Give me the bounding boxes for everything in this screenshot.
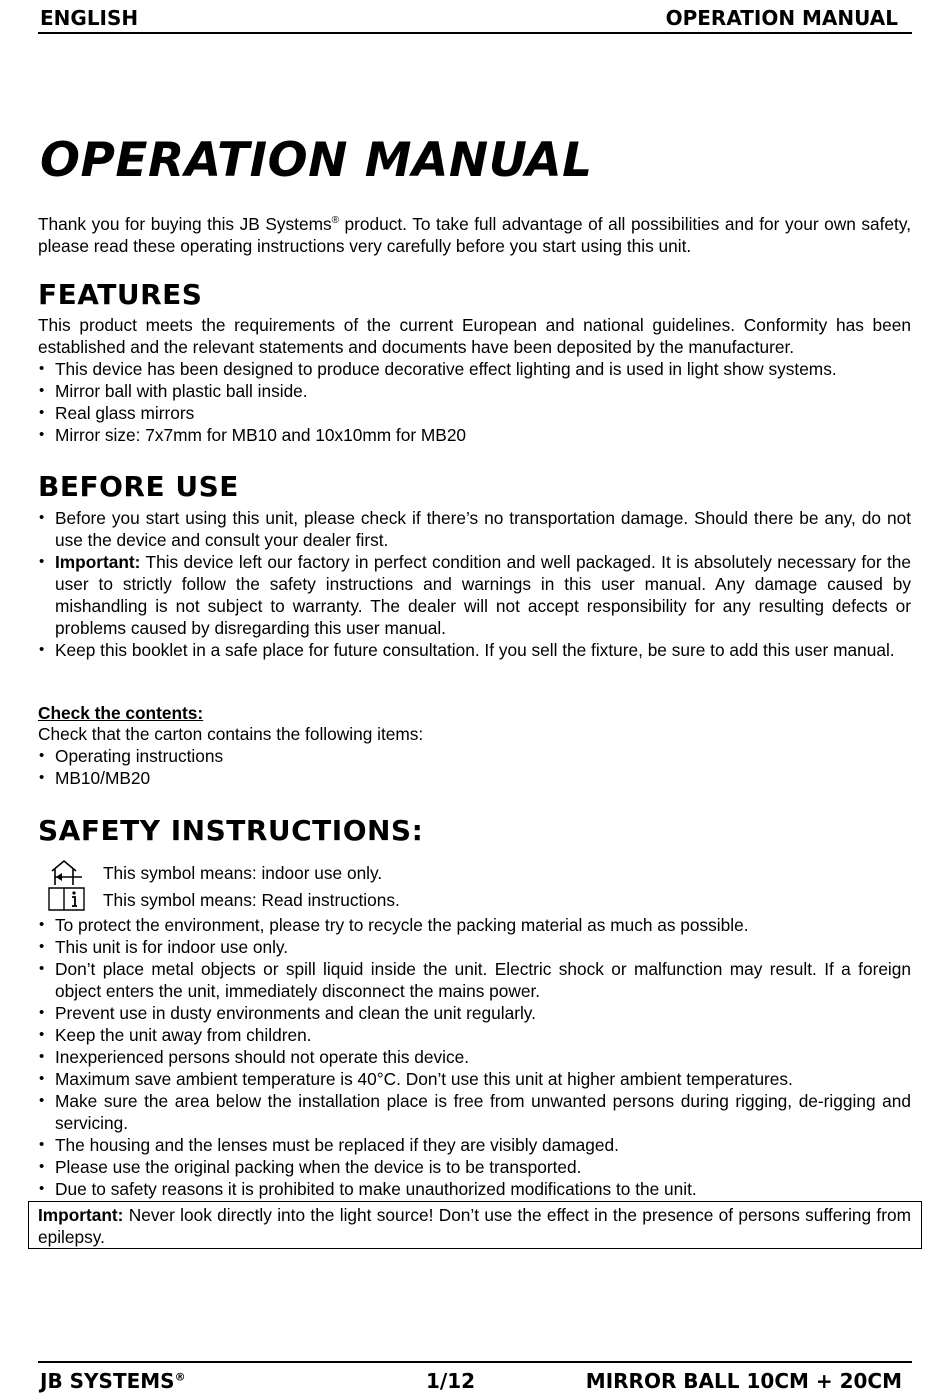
contents-list <box>38 745 911 789</box>
list-item: • Mirror size: 7x7mm for MB10 and 10x10mm for MB20 <box>38 424 911 446</box>
list-item: • To protect the environment, please try to recycle the packing material as much as possible. <box>38 914 911 936</box>
list-item: • The housing and the lenses must be replaced if they are visibly damaged. <box>38 1134 911 1156</box>
page-header <box>38 2 912 34</box>
list-item: • Make sure the area below the installation place is free from unwanted persons during rigging, de-rigging and servicing. <box>38 1090 911 1134</box>
registered-mark: ® <box>331 215 339 226</box>
list-item: • Keep this booklet in a safe place for future consultation. If you sell the fixture, be sure to add this user manual. <box>38 639 911 661</box>
indoor-symbol-row <box>46 861 846 889</box>
header-language: ENGLISH <box>40 6 139 30</box>
list-item: • Prevent use in dusty environments and clean the unit regularly. <box>38 1002 911 1024</box>
list-item: • This device has been designed to produce decorative effect lighting and is used in light show systems. <box>38 358 911 380</box>
header-doc-title: OPERATION MANUAL <box>665 6 898 30</box>
footer-product: MIRROR BALL 10CM + 20CM <box>585 1369 902 1393</box>
footer-brand: JB SYSTEMS® <box>40 1369 186 1393</box>
list-item: • Mirror ball with plastic ball inside. <box>38 380 911 402</box>
list-item: • Operating instructions <box>38 745 911 767</box>
important-text: This device left our factory in perfect condition and well packaged. It is absolutely necessary for the user to strictly follow the safety instructions and warnings in this user manual. Any damage caused by mishandling is not subject to warranty. The dealer will not accept responsibility for any resulting defects or problems caused by disregarding this user manual. <box>55 552 911 638</box>
safety-heading: SAFETY INSTRUCTIONS: <box>38 814 424 847</box>
intro-paragraph <box>38 210 911 257</box>
check-contents-text: Check that the carton contains the following items: <box>38 724 424 744</box>
important-label: Important: <box>55 552 141 572</box>
list-item: • This unit is for indoor use only. <box>38 936 911 958</box>
intro-text-1: Thank you for buying this JB Systems <box>38 213 332 234</box>
warning-label: Important: <box>38 1205 124 1225</box>
list-item: • Due to safety reasons it is prohibited to make unauthorized modifications to the unit. <box>38 1178 911 1200</box>
page-title: OPERATION MANUAL <box>40 133 593 188</box>
house-indoor-icon <box>46 857 86 887</box>
list-item: • Inexperienced persons should not operate this device. <box>38 1046 911 1068</box>
list-item: • Keep the unit away from children. <box>38 1024 911 1046</box>
check-contents-heading: Check the contents: <box>38 703 204 723</box>
warning-text: Never look directly into the light source! Don’t use the effect in the presence of persons suffering from epilepsy. <box>38 1205 911 1247</box>
list-item: • Please use the original packing when the device is to be transported. <box>38 1156 911 1178</box>
list-item: • Before you start using this unit, please check if there’s no transportation damage. Should there be any, do not use the device and consult your dealer first. <box>38 507 911 551</box>
page-number: 1/12 <box>426 1369 476 1393</box>
list-item: • MB10/MB20 <box>38 767 911 789</box>
book-info-icon <box>46 884 86 914</box>
page-footer <box>38 1361 912 1397</box>
intro-text-2: product. To take full advantage of all possibilities and for your own safety, please read these operating instructions very carefully before you start using this unit. <box>38 213 912 256</box>
indoor-symbol-text: This symbol means: indoor use only. <box>103 863 383 883</box>
features-heading: FEATURES <box>38 278 203 311</box>
important-warning-box <box>28 1201 922 1249</box>
features-list <box>38 358 911 446</box>
features-text: This product meets the requirements of the current European and national guidelines. Conformity has been established and the relevant statements and documents have been deposited by the manufacturer. <box>38 315 911 357</box>
footer-registered-mark: ® <box>174 1370 186 1384</box>
list-item: • Real glass mirrors <box>38 402 911 424</box>
list-item: • Don’t place metal objects or spill liquid inside the unit. Electric shock or malfunction may result. If a foreign object enters the unit, immediately disconnect the mains power. <box>38 958 911 1002</box>
before-use-heading: BEFORE USE <box>38 470 239 503</box>
read-symbol-row <box>46 888 846 916</box>
read-symbol-text: This symbol means: Read instructions. <box>103 890 400 910</box>
safety-list <box>38 914 911 1200</box>
before-use-list <box>38 507 911 661</box>
list-item <box>38 551 911 639</box>
list-item: • Maximum save ambient temperature is 40°C. Don’t use this unit at higher ambient temperatures. <box>38 1068 911 1090</box>
